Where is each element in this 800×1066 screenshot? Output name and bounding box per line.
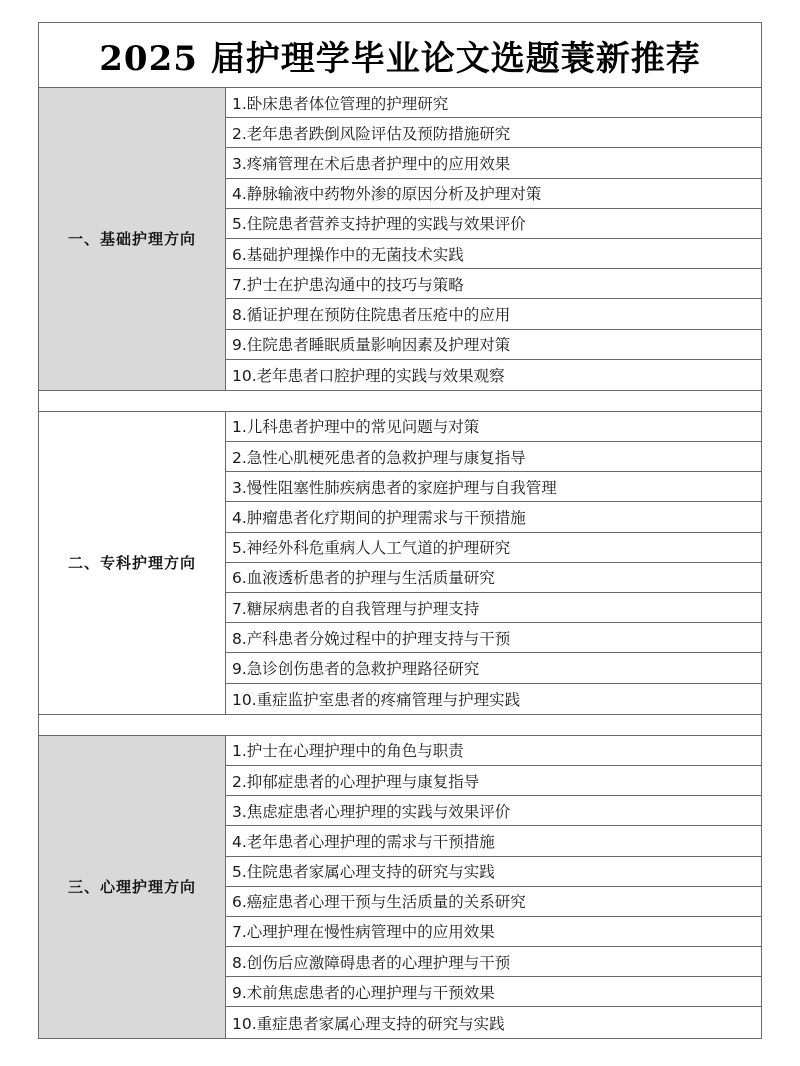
topic-list <box>226 736 761 1038</box>
topic-item: 10.重症患者家属心理支持的研究与实践 <box>232 1014 505 1033</box>
topic-item: 9.急诊创伤患者的急救护理路径研究 <box>226 653 761 683</box>
topic-item: 1.护士在心理护理中的角色与职责 <box>226 736 761 766</box>
topic-item: 6.基础护理操作中的无菌技术实践 <box>226 239 761 269</box>
category-label: 二、专科护理方向 <box>39 412 226 714</box>
topic-item: 8.循证护理在预防住院患者压疮中的应用 <box>226 299 761 329</box>
topic-item: 5.住院患者家属心理支持的研究与实践 <box>226 857 761 887</box>
topic-item: 3.慢性阻塞性肺疾病患者的家庭护理与自我管理 <box>226 472 761 502</box>
spacer-row <box>39 391 761 412</box>
topic-list <box>226 412 761 714</box>
topic-item: 7.护士在护患沟通中的技巧与策略 <box>226 269 761 299</box>
topic-table <box>38 22 762 1039</box>
topic-item: 6.血液透析患者的护理与生活质量研究 <box>226 563 761 593</box>
topic-item: 4.静脉输液中药物外渗的原因分析及护理对策 <box>226 179 761 209</box>
topic-item: 7.糖尿病患者的自我管理与护理支持 <box>226 593 761 623</box>
topic-item: 10.老年患者口腔护理的实践与效果观察 <box>232 366 505 385</box>
topic-item: 4.老年患者心理护理的需求与干预措施 <box>226 826 761 856</box>
topic-item: 1.卧床患者体位管理的护理研究 <box>226 88 761 118</box>
topic-item: 2.抑郁症患者的心理护理与康复指导 <box>226 766 761 796</box>
spacer-row <box>39 715 761 736</box>
topic-item: 5.神经外科危重病人人工气道的护理研究 <box>226 533 761 563</box>
topic-item: 9.住院患者睡眠质量影响因素及护理对策 <box>226 330 761 360</box>
section-psychological-nursing <box>39 736 761 1038</box>
topic-item: 9.术前焦虑患者的心理护理与干预效果 <box>226 977 761 1007</box>
category-label: 三、心理护理方向 <box>39 736 226 1038</box>
section-basic-nursing <box>39 88 761 391</box>
document-title: 2025 届护理学毕业论文选题蓑新推荐 <box>39 23 761 88</box>
topic-item: 1.儿科患者护理中的常见问题与对策 <box>226 412 761 442</box>
topic-item: 3.焦虑症患者心理护理的实践与效果评价 <box>226 796 761 826</box>
topic-item: 2.急性心肌梗死患者的急救护理与康复指导 <box>226 442 761 472</box>
topic-item: 8.产科患者分娩过程中的护理支持与干预 <box>226 623 761 653</box>
category-label: 一、基础护理方向 <box>39 88 226 390</box>
topic-item: 6.癌症患者心理干预与生活质量的关系研究 <box>226 887 761 917</box>
topic-list <box>226 88 761 390</box>
topic-item: 2.老年患者跌倒风险评估及预防措施研究 <box>226 118 761 148</box>
section-specialty-nursing <box>39 412 761 715</box>
topic-item: 7.心理护理在慢性病管理中的应用效果 <box>226 917 761 947</box>
topic-item: 3.疼痛管理在术后患者护理中的应用效果 <box>226 148 761 178</box>
topic-item: 8.创伤后应激障碍患者的心理护理与干预 <box>226 947 761 977</box>
topic-item: 10.重症监护室患者的疼痛管理与护理实践 <box>232 690 521 709</box>
topic-item: 5.住院患者营养支持护理的实践与效果评价 <box>226 209 761 239</box>
topic-item: 4.肿瘤患者化疗期间的护理需求与干预措施 <box>226 502 761 532</box>
